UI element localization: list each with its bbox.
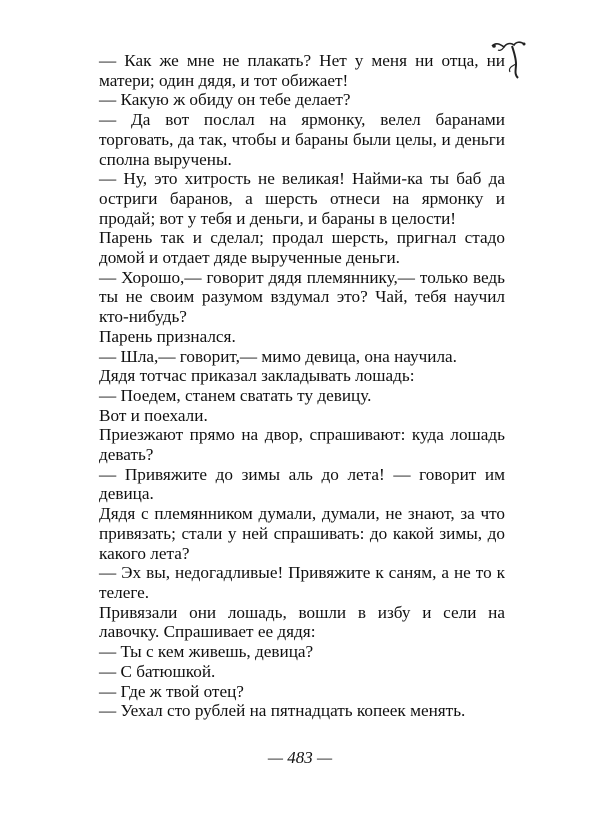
paragraph: Вот и поехали. — [99, 405, 208, 425]
paragraph: Приезжают прямо на двор, спрашивают: куда лошадь девать? — [99, 425, 505, 465]
paragraph: — Хорошо,— говорит дядя племяннику,— только ведь ты не своим разумом вздумал это? Чай, тебя научил кто-нибудь? — [99, 267, 505, 327]
paragraph: Дядя тотчас приказал закладывать лошадь: — [99, 366, 415, 386]
paragraph: — Да вот послал на ярмонку, велел баранами торговать, да так, чтобы и бараны были целы, и деньги сполна выручены. — [99, 110, 505, 169]
paragraph: — Как же мне не плакать? Нет у меня ни отца, ни матери; один дядя, и тот обижает! — [99, 51, 505, 90]
paragraph: — Ну, это хитрость не великая! Найми-ка ты баб да остриги баранов, а шерсть отнеси на ярмонку и продай; вот у тебя и деньги, и бараны в целости! — [99, 169, 505, 228]
paragraph: Привязали они лошадь, вошли в избу и сели на лавочку. Спрашивает ее дядя: — [99, 602, 505, 642]
paragraph: — Ты с кем живешь, девица? — [99, 642, 314, 662]
paragraph: Парень так и сделал; продал шерсть, пригнал стадо домой и отдает дяде вырученные деньги. — [99, 228, 505, 268]
paragraph: — Эх вы, недогадливые! Привяжите к саням, а не то к телеге. — [99, 563, 505, 602]
paragraph: — Какую ж обиду он тебе делает? — [99, 90, 351, 110]
page-number: — 483 — — [267, 748, 333, 767]
paragraph: — Шла,— говорит,— мимо девица, она научила. — [99, 346, 457, 366]
paragraph: — Где ж твой отец? — [99, 681, 244, 701]
paragraph: — Привяжите до зимы аль до лета! — говорит им девица. — [99, 464, 505, 504]
paragraph: — Уехал сто рублей на пятнадцать копеек менять. — [99, 701, 466, 721]
paragraph: — Поедем, станем сватать ту девицу. — [99, 385, 372, 405]
paragraph: Дядя с племянником думали, думали, не знают, за что привязать; стали у ней спрашивать: до какой зимы, до какого лета? — [99, 504, 505, 563]
story-text — [99, 51, 505, 721]
paragraph: Парень признался. — [99, 326, 236, 346]
paragraph: — С батюшкой. — [99, 661, 216, 681]
